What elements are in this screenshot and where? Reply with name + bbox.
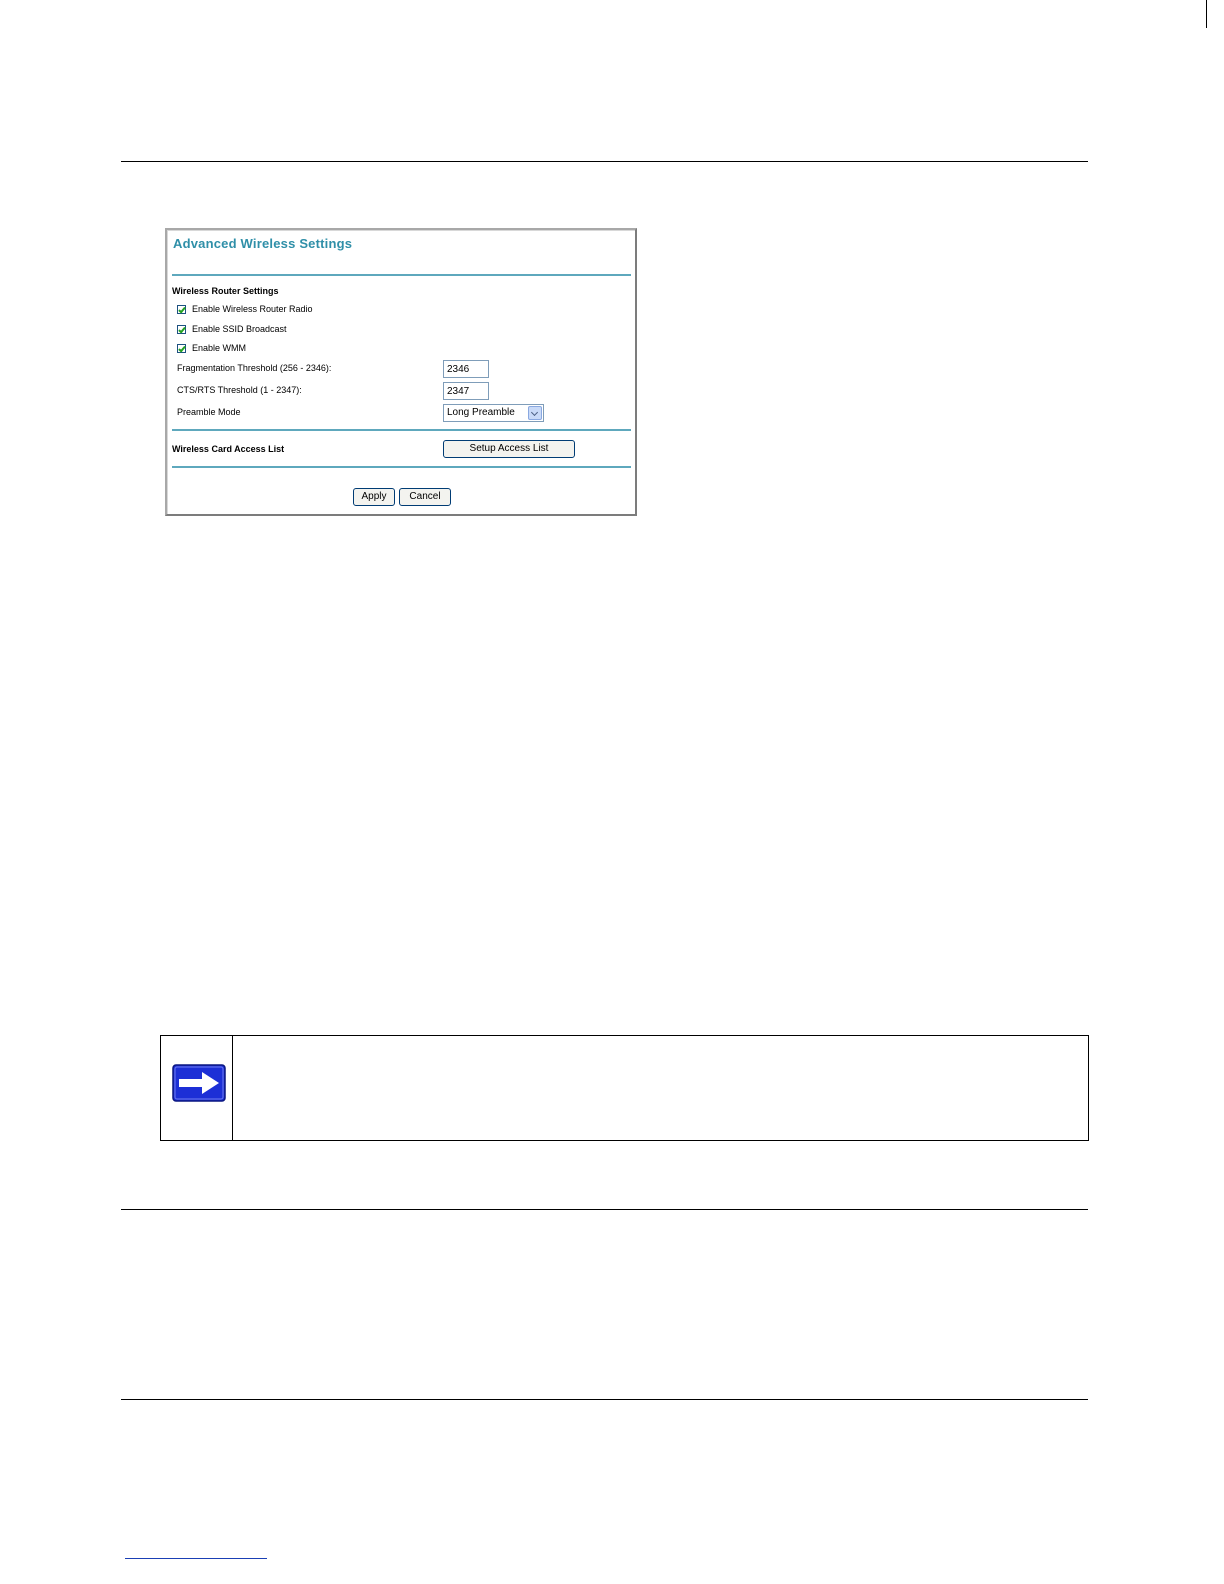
title-divider <box>172 274 631 276</box>
chevron-down-icon[interactable] <box>528 406 542 420</box>
note-separator <box>232 1036 233 1140</box>
arrow-right-icon <box>172 1064 226 1102</box>
enable-ssid-broadcast-label: Enable SSID Broadcast <box>192 324 287 334</box>
access-list-divider-top <box>172 429 631 431</box>
advanced-wireless-settings-panel <box>165 228 637 516</box>
cancel-button[interactable]: Cancel <box>399 488 451 506</box>
enable-wmm-checkbox[interactable] <box>177 344 186 353</box>
section-rule <box>121 1209 1088 1210</box>
access-list-divider-bottom <box>172 466 631 468</box>
router-settings-heading: Wireless Router Settings <box>172 286 279 296</box>
enable-radio-label: Enable Wireless Router Radio <box>192 304 313 314</box>
panel-title: Advanced Wireless Settings <box>173 236 353 251</box>
header-rule <box>121 161 1088 162</box>
enable-ssid-broadcast-checkbox[interactable] <box>177 325 186 334</box>
cts-rts-threshold-input[interactable] <box>443 382 489 400</box>
page-corner-mark <box>1206 0 1207 28</box>
note-box <box>160 1035 1089 1141</box>
preamble-mode-label: Preamble Mode <box>177 407 241 417</box>
enable-wmm-label: Enable WMM <box>192 343 247 353</box>
footer-rule <box>121 1399 1088 1400</box>
apply-button[interactable]: Apply <box>353 488 395 506</box>
preamble-mode-select[interactable] <box>443 404 544 422</box>
enable-radio-checkbox[interactable] <box>177 305 186 314</box>
enable-radio-row <box>177 304 313 314</box>
setup-access-list-button[interactable]: Setup Access List <box>443 440 575 458</box>
access-list-heading: Wireless Card Access List <box>172 444 285 454</box>
footer-link[interactable] <box>125 1558 267 1559</box>
cts-rts-threshold-label: CTS/RTS Threshold (1 - 2347): <box>177 385 302 395</box>
preamble-mode-value: Long Preamble <box>447 407 515 418</box>
fragmentation-threshold-input[interactable] <box>443 360 489 378</box>
enable-ssid-row <box>177 324 287 334</box>
fragmentation-threshold-label: Fragmentation Threshold (256 - 2346): <box>177 363 332 373</box>
enable-wmm-row <box>177 343 246 353</box>
